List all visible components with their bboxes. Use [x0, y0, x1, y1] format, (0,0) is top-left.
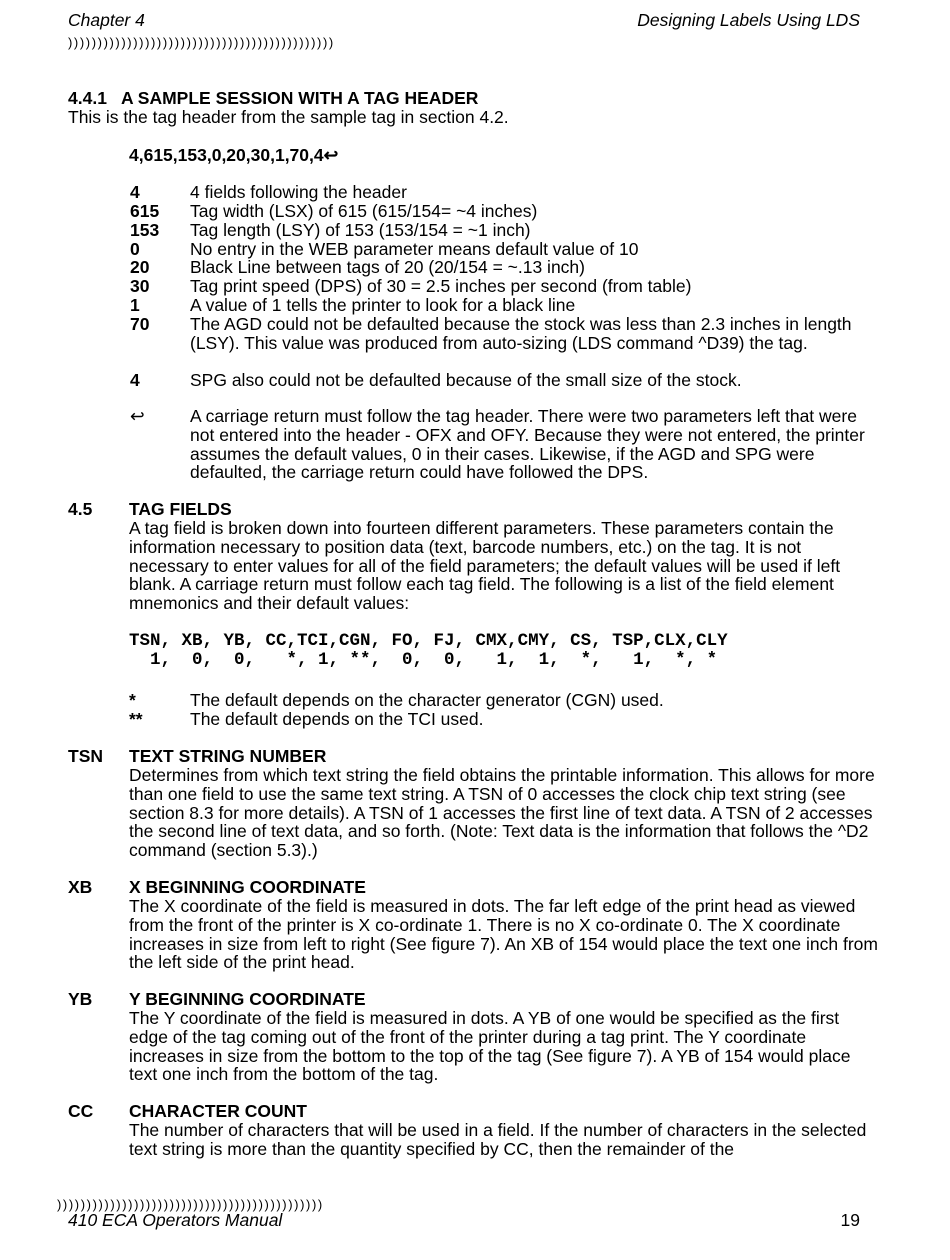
- param-value: 30: [130, 276, 150, 296]
- param-value: 1: [130, 295, 140, 315]
- param-row: [0, 202, 950, 221]
- field-title-yb: Y BEGINNING COORDINATE: [129, 989, 366, 1009]
- section-441-heading: [68, 89, 478, 108]
- note-mark: *: [129, 690, 136, 710]
- footer-manual-title: 410 ECA Operators Manual: [68, 1210, 283, 1230]
- note-text: The default depends on the TCI used.: [190, 709, 484, 729]
- carriage-return-note: A carriage return must follow the tag header. There were two parameters left that were not entered into the header - OFX and OFY. Because they were not entered, the printer assumes the default values, 0 in their cases. Likewise, if the AGD and SPG were defaulted, the carriage return could have followed the DPS.: [190, 406, 865, 483]
- running-header-chapter: Chapter 4: [68, 10, 145, 30]
- page-number: 19: [840, 1210, 860, 1230]
- param-value: 153: [130, 220, 160, 240]
- field-code-cc: CC: [68, 1101, 94, 1121]
- section-45-body: A tag field is broken down into fourteen different parameters. These parameters contain the information necessary to position data (text, barcode numbers, etc.) on the tag. It is not necessary to enter values for all of the field parameters; the default values will be used if left blank. A carriage return must follow each tag field. The following is a list of the field element mnemonics and their default values:: [129, 518, 841, 614]
- param-desc: A value of 1 tells the printer to look for a black line: [190, 295, 576, 315]
- field-code-yb: YB: [68, 989, 93, 1009]
- param-desc: SPG also could not be defaulted because of the small size of the stock.: [190, 370, 742, 390]
- param-row: [0, 277, 950, 296]
- param-value: 4: [130, 370, 140, 390]
- param-row: [0, 183, 950, 202]
- section-441-title: A SAMPLE SESSION WITH A TAG HEADER: [120, 88, 479, 108]
- note-mark: **: [129, 709, 143, 729]
- param-desc: Black Line between tags of 20 (20/154 = ~.13 inch): [190, 257, 585, 277]
- param-desc: Tag width (LSX) of 615 (615/154= ~4 inches): [190, 201, 538, 221]
- param-row: [0, 296, 950, 315]
- param-row: [0, 315, 950, 371]
- header-rule: ))))))))))))))))))))))))))))))))))))))))))))): [68, 35, 335, 50]
- defaults-line: 1, 0, 0, *, 1, **, 0, 0, 1, 1, *, 1, *, *: [129, 650, 718, 670]
- mnemonics-line: TSN, XB, YB, CC,TCI,CGN, FO, FJ, CMX,CMY, CS, TSP,CLX,CLY: [129, 631, 728, 651]
- param-desc: Tag length (LSY) of 153 (153/154 = ~1 inch): [190, 220, 531, 240]
- field-body-xb: The X coordinate of the field is measured in dots. The far left edge of the print head as viewed from the front of the printer is X co-ordinate 1. There is no X co-ordinate 0. The X coordinate increases in size from left to right (See figure 7). An XB of 154 would place the text one inch from the left side of the print head.: [129, 896, 878, 973]
- section-45-number: 4.5: [68, 499, 93, 519]
- param-row: [0, 258, 950, 277]
- param-desc: The AGD could not be defaulted because the stock was less than 2.3 inches in length (LSY). This value was produced from auto-sizing (LDS command ^D39) the tag.: [190, 314, 852, 353]
- param-desc: Tag print speed (DPS) of 30 = 2.5 inches per second (from table): [190, 276, 692, 296]
- param-value: 70: [130, 314, 150, 334]
- field-body-tsn: Determines from which text string the field obtains the printable information. This allows for more than one field to use the same text string. A TSN of 0 accesses the clock chip text string (see section 8.3 for more details). A TSN of 1 accesses the first line of text data. A TSN of 2 accesses the second line of text data, and so forth. (Note: Text data is the information that follows the ^D2 command (section 5.3).): [129, 765, 875, 861]
- param-list: [0, 183, 950, 390]
- section-441-number: 4.4.1: [68, 88, 107, 108]
- param-value: 615: [130, 201, 160, 221]
- section-45-title: TAG FIELDS: [129, 499, 232, 519]
- note-text: The default depends on the character generator (CGN) used.: [190, 690, 664, 710]
- carriage-return-icon: ↩: [130, 406, 145, 426]
- field-code-xb: XB: [68, 877, 93, 897]
- field-code-tsn: TSN: [68, 746, 103, 766]
- param-row: [0, 221, 950, 240]
- param-desc: 4 fields following the header: [190, 182, 407, 202]
- field-body-cc: The number of characters that will be used in a field. If the number of characters in the selected text string is more than the quantity specified by CC, then the remainder of the: [129, 1120, 867, 1159]
- param-desc: No entry in the WEB parameter means default value of 10: [190, 239, 639, 259]
- section-441-intro: This is the tag header from the sample tag in section 4.2.: [68, 107, 509, 127]
- param-value: 4: [130, 182, 140, 202]
- field-body-yb: The Y coordinate of the field is measured in dots. A YB of one would be specified as the first edge of the tag coming out of the front of the printer during a tag print. The Y coordinate increases in size from the bottom to the top of the tag (See figure 7). A YB of 154 would place text one inch from the bottom of the tag.: [129, 1008, 851, 1085]
- param-row: [0, 371, 950, 390]
- param-value: 0: [130, 239, 140, 259]
- param-value: 20: [130, 257, 150, 277]
- running-header-title: Designing Labels Using LDS: [637, 10, 860, 30]
- param-row: [0, 240, 950, 258]
- field-title-tsn: TEXT STRING NUMBER: [129, 746, 327, 766]
- footer-rule: ))))))))))))))))))))))))))))))))))))))))))))): [57, 1197, 324, 1212]
- tag-header-line: 4,615,153,0,20,30,1,70,4↩: [129, 145, 339, 165]
- field-title-xb: X BEGINNING COORDINATE: [129, 877, 366, 897]
- field-title-cc: CHARACTER COUNT: [129, 1101, 307, 1121]
